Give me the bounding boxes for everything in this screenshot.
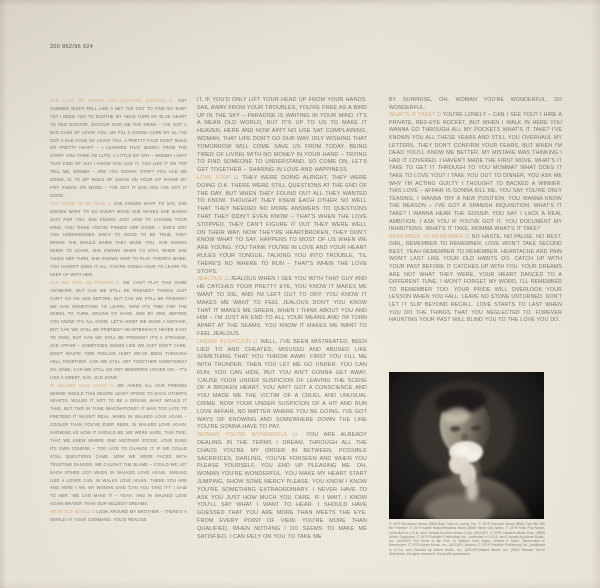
song-lyrics: □ WE CAN'T PLAY THIS GAME ANYMORE, BUT CAN WE STILL BE FRIENDS? THINGS JUST CAN'T GO ON LIKE BEFORE, BUT CAN WE STILL BE FRIENDS? WE HAD SOMETHING TO LEARN, NOW IT'S TIME FOR THE WHEEL TO TURN. GRAINS OF SAND, ONE BY ONE, BEFORE YOU KNOW IT'S ALL GONE. LET'S ADMIT WE MADE A MISTAKE, BUT CAN WE STILL BE FRIENDS? HEARTBREAK'S NEVER EASY TO TAKE, BUT CAN WE STILL BE FRIENDS? IT'S A STRANGE, SAD AFFAIR – SOMETIMES SEEMS LIKE WE JUST DON'T CARE. DON'T WASTE TIME FEELING HURT WE'VE BEEN THROUGH HELL TOGETHER. CAN WE STILL GET TOGETHER SOMETIMES? OH, BABE, CAN WE STILL GO ON? MEMORIES LINGER ON – IT'S LIKE A SWEET, SAD, OLD SONG. bbox=[50, 279, 187, 380]
song-title: IN WALKED LOVE AGAIN bbox=[50, 382, 110, 388]
song-section bbox=[389, 112, 562, 234]
song-section bbox=[389, 97, 562, 112]
song-title: CAN WE STILL BE FRIENDS bbox=[50, 279, 117, 285]
song-lyrics: □ YOU'RE LONELY – CAN I SEE YOU? I HIRE A PRIVATE, RED-EYE ROCKET, BUT WHEN I WALK IN HERE YOU WANNA GO THROUGH ALL MY POCKETS WHAT'S IT TAKE? I'VE KNOWN YOU ALL THESE YEARS AND STILL YOU OVERHAUL MY LETTERS. THEY DON'T CONFIRM YOUR FEARS, BUT WHEN I'M DEAD YOU'LL KNOW ME BETTER. MY MISTAKE WAS THINKING I HAD IT COVERED. I HAVEN'T MADE THE FIRST MOVE. WHAT'S IT TAKE TO GET IT THROUGH TO YOU MOMMA? WHAT DOES IT TAKE TO LOVE YOU? I TAKE YOU OUT TO DINNER, YOU ASK ME WHY I'M ACTING GUILTY I THOUGHT I'D BACKED A WINNER. THIS LOVE – AFFAIR IS GONNA KILL ME. YOU SAY YOU'RE ONLY TEASING, I WANNA TRY A NEW POSITION, YOU WANNA KNOW THE REASON – I'VE GOT A SPANISH INQUISITION. WHAT'S IT TAKE? I WANNA HEAR THE GOSSIP. YOU SAY I LACK A REAL AMBITION. I ASK YOU IF YOU'VE GOT IT, YOU DOCUMENT MY INHIBITIONS. WHAT'S IT TAKE, MOMMA WHAT'S IT TAKE? bbox=[389, 112, 563, 233]
song-section bbox=[50, 279, 187, 382]
song-lyrics: □ WELL, I'VE BEEN MISTREATED, BEEN LIED TO AND CHEATED, MISUSED AND ABUSED LIKE SOMETHING THAT YOU THROW AWAY. FIRST YOU FILL ME WITH THUNDER, THEN YOU LET ME GO UNDER. YOU CAN RUN, YOU CAN HIDE, BUT YOU AIN'T GONNA GET AWAY, 'CAUSE YOUR UNDER SUSPICION OF LEAVING THE SCENE OF A BROKEN HEART. YOU AIN'T GOT A CONSCIENCE AND YOU MADE ME THE VICTIM OF A CRUEL AND UNUSUAL CRIME. NOW YOUR UNDER SUSPICION OF A HIT AND RUN LOVE AFFAIR. NO MATTER WHERE YOU BE GOING, I'VE GOT WAYS OF KNOWING AND SOMEWHERE DOWN THE LINE YOU'RE GONNA HAVE TO PAY. bbox=[197, 338, 367, 431]
song-title: JEALOUS bbox=[197, 276, 225, 283]
shaving-portrait-photo bbox=[389, 372, 544, 519]
song-lyrics: □ JEALOUS WHEN I SEE YOU WITH THAT GUY AND HE CATCHES YOUR PRETTY EYE, YOU KNOW IT MAKES ME WANT TO DIE, AND I'M LEFT OUT TO DRY. YOU KNOW IT MAKES ME WANT TO FEEL JEALOUS DON'T YOU KNOW THAT IT MAKES ME GREEN, WHEN I THINK ABOUT YOU AND HIM – I'M JUST AN END TO ALL YOUR MEANS AND I'M TORN APART AT THE SEAMS. YOU KNOW IT MAKES ME WANT TO FEEL JEALOUS. bbox=[197, 276, 367, 337]
song-lyrics: □ LOOK AROUND MY BROTHER – THERE'S A WORLD AT YOUR COMMAND. YOU'D REALISE bbox=[50, 509, 187, 523]
song-section bbox=[50, 382, 187, 509]
song-title: UNDER SUSPICION bbox=[197, 338, 254, 345]
song-section bbox=[197, 276, 367, 338]
song-title: WOMAN YOU'RE WONDERFUL bbox=[197, 432, 294, 439]
song-lyrics: BY SURPRISE, OH, WOMAN YOU'RE WONDERFUL, SO WONDERFUL. bbox=[389, 97, 562, 111]
song-lyrics: □ YOU ARE ALREADY DEALING IN THE TERMS I DREAM. THROUGH ALL THE CHAOS YOU'RE MY ORDER IN BETWEEN. POSSIBLE SACRIFICES, DARLING, YOU'VE FORSEEN AND WHEN YOU PLEASE YOURSELF, YOU END UP PLEASING ME. OH, WOMAN YOU'RE WONDERFUL. YOU MAKE MY HEART START JUMPING, SHOW SOME MERCY PLEASE. YOU KNOW I KNOW YOU'RE SOMETHING EXTRAORDINARY. I NEVER HAVE TO ASK YOU JUST HOW MUCH YOU CARE. IF I WAIT, I KNOW YOU'LL SAY WHAT I WANT TO HEAR. I SHOULD HAVE GUESSED THAT YOU ARE MORE THAN MEETS THE EYE. FROM EVERY POINT OF VIEW, YOU'RE MORE THAN QUALIFIED. WHEN NOTHING I DO SEEMS TO MAKE ME SATISFIED, I CAN RELY ON YOU TO TAKE ME bbox=[197, 432, 367, 540]
song-title: WHAT'S IT TAKE? bbox=[389, 112, 438, 119]
song-title: BAD CASE OF LOVING YOU (DOCTOR, DOCTOR) bbox=[50, 98, 170, 103]
publishing-credits: © 1979 Rockslam Music (BMI) Bad Case of Loving You. © 1979 Earmark Music (BMI) Can We Still Be Friends? © 1979 Island Music/Restless Music (BMI) Mean Old World. © 1979 Rock Pop Music, controlled in U.S.A. and Canada by Almo Music Corp. (ASCAP). © 1979 Cambria Music Corp. (BMI) Under Suspicion. © 1979 Possible Publishing Ltd., controlled in U.S.A. and Canada by Ackee Music, Inc. (ASCAP) Too Good to Be True, In Walked Love Again, What's It Take?, Remember to Remember. © 1979 Ackee Music, Inc. (ASCAP) Jealous. © 1979 Possible Publishing Ltd., published in U.S.A. and Canada by Ackee Music, Inc. (ASCAP)/Island Music, Inc. (BMI) Woman You're Wonderful. All rights reserved. Used with permission. bbox=[389, 522, 545, 557]
song-lyrics: □ HOT SUMMER NIGHT FELL LIKE A NET I'VE GOT TO FIND MY BABY YET I NEED YOU TO SOOTHE MY HEAD TURN MY BLUE HEART TO RED DOCTOR, DOCTOR GIVE ME THE NEWS – I'VE GOT A BAD CASE OF LOVIN' YOU. NO PILL'S GONNA CURE MY ILL I'VE GOT A BAD CASE OF LOVIN' YOU. A PRETTY FACE DON'T MAKE NO PRETTY HEART – I LEARNED THAT, BUDDY, FROM THE START. YOU THINK I'M CUTE, A LITTLE BIT SHY – MOMMA I AIN'T THAT KIND OF GUY I KNOW YOU LIKE IT, YOU LIKE IT ON TOP TELL ME, MOMMA – ARE YOU GONNA' STOP? YOU HAD ME DOWN, 21 TO ZIP SMILE OF JUDAS ON YOUR LIP SHAKE MY FIST KNOCK ON WOOD – I'VE GOT IT BAD AND I'VE GOT IT GOOD. bbox=[50, 98, 188, 198]
song-lyrics: □ SHE KNOWS WHAT TO SAY, SHE KNOWS WHAT TO DO EVERY MOVE SHE MAKES SHE MAKES JUST FOR YOU. SHE KNOWS JUST HOW TO CHANGE YOUR MIND, YOU THINK YOU'VE PINNED HER DOWN – SHE'S GOT YOU UNDERSIGNED SHE'S TO GOOD TO BE TRUE, THEY BROKE THE MOULD WHEN THEY MADE YOU. SHE KNOWS WHEN TO LEAVE, SHE KNOWS WHEN TO STAY, WHEN SHE TAKES HER TURN, SHE KNOWS HOW TO PLAY. THERE'S MORE, YOU HAVEN'T SEEN IT ALL. YOU'RE GONNA HAVE TO LEARN TO KEEP UP WITH HER. bbox=[50, 200, 187, 277]
song-lyrics: IT, IF YOU'D ONLY LIFT YOUR HEAD UP FROM YOUR HANDS. SAIL AWAY FROM YOUR TROUBLES, YOU'RE FREE AS A BIRD UP IN THE SKY – PARADISE IS WAITING IN YOUR MIND. IT'S A MEAN OLD WORLD, BUT IT'S UP TO US TO MAKE IT HEAVEN, HERE AND NOW AIN'T NO USE SAT COMPLAINING, WOMAN, THAT LIFE DON'T GO OUR WAY. IDLY WISHING THAT TOMORROW WILL COME SAVE US FROM TODAY. BEING TIRED OF LIVING WITH NO MONEY IN YOUR HAND – TRYING TO FIND SOMEONE TO UNDERSTAND. SO COME ON, LET'S GET TOGETHER – SHARING IN LOVE AND HAPPINESS. bbox=[197, 97, 367, 174]
song-section bbox=[50, 200, 187, 279]
lyrics-column-1 bbox=[50, 97, 187, 524]
song-lyrics: □ WE ASKED ALL OUR FRIENDS WHERE WOULD THIS DESIRE LEAD? SPOKE TO EACH OTHER'S HEARTS, WILLED IT NOT TO BE A DREAM, WHAT WOULD IT TAKE, BUT TWO IN TUNE IMAGINATIONS? IT WAS TOO LATE TO PRETEND IT WASN'T REAL. WHEN IN WALKED LOVE AGAIN – COOLER THAN YOU'VE EVER SEEN, IN WALKED LOVE AGAIN, SHOWING US HOW IT SHOULD BE. WE WERE SURE, THIS TIME, THAT WE KNEW WHERE ONE ANOTHER STOOD. LOVE RUNS ITS OWN COURSE – TOO LATE TO CHANGE IT. IF WE COULD STILL QUESTIONS CAME. NOW WE WERE FACED WITH TRUSTING DANGER. WE CAUGHT THE BLAME – COULD WE LET EACH OTHER GO? WHEN IN WALKED LOVE AGAIN, SMILING LIKE A LOVER CAN, IN WALKS LOVE AGAIN, THERE YOU ARE AND HERE I AM. MY WOMAN SAID 'CAN YOU TAKE IT?' I SAID TO HER, 'WE CAN MAKE IT – YEAH.' AND IN WALKED LOVE AGAIN BRAVER THAN OUR WILDEST DREAMS. bbox=[50, 382, 187, 507]
song-section bbox=[197, 97, 367, 175]
song-section bbox=[50, 508, 187, 524]
song-title: TOO GOOD TO BE TRUE bbox=[50, 200, 108, 206]
shaving-portrait-illustration bbox=[389, 372, 544, 519]
song-section bbox=[197, 175, 367, 276]
lyrics-column-2 bbox=[197, 97, 367, 541]
song-section bbox=[50, 97, 187, 200]
song-title: MEAN OLD WORLD bbox=[50, 509, 93, 515]
song-section bbox=[197, 432, 367, 541]
song-lyrics: □ NO HASTE, NO PAUSE, NO REST, GIRL, REMEMBER TO REMEMBER. LOVE WON'T TAKE SECOND BEST. YEAH REMEMBER TO REMEMBER. HEARTACHE AND PAIN WON'T LAST LIKE YOUR OLD HABITS DO. CATCH UP WITH YOUR PAST BEFORE IT CATCHES UP WITH YOU. YOUR DREAMS ARE NOT WHAT THEY WERE, YOUR HEART DANCED TO A DIFFERENT TUNE. I WON'T FORGET MY WORD, I'LL REMEMBER TO REMEMBER TOO. YOUR PRIDE WILL OVERLOOK YOUR LESSON WHEN YOU FALL. LEAVE NO STONE UNTURNED, DON'T LET IT SLIP BEYOND RECALL. LOVE STARTS TO LAST WHEN YOU DO THE THINGS THAT YOU NEGLECTED TO. FOREVER HAUNTING YOUR PAST WILL BLIND YOU TO THE LOVE YOU DO. bbox=[389, 233, 563, 324]
lyrics-column-3 bbox=[389, 97, 562, 325]
song-lyrics: □ THEY WERE DOING ALRIGHT, THEY WERE DOING O.K. THERE WERE STILL QUESTIONS AT THE END OF THE DAY, BUT WHEN THEY FOUND OUT ALL THEY WANTED TO KNOW. THOUGHT THEY KNEW EACH OTHER SO WELL THAT THEY NEEDED NO MORE ANSWERS TO QUESTIONS THAT THEY DIDN'T EVEN KNOW – THAT'S WHEN THE LOVE STOPPED. THEY CAN'T FIGURE IT OUT THEY WERE WELL ON THEIR WAY, NOW THEY'RE HEARTBROKEN, THEY DON'T KNOW WHAT TO SAY. HAPPENS TO MOST OF US WHEN WE ARE YOUNG. YOU THINK YOU'RE IN LOVE AND YOUR HEART RULES YOUR TONGUE, TALKING YOU INTO TROUBLE, 'TIL THERE'S NO WHERE TO RUN – THAT'S WHEN THE LOVE STOPS. bbox=[197, 174, 367, 275]
song-title: REMEMBER TO REMEMBER bbox=[389, 233, 466, 240]
song-title: LOVE STOP bbox=[197, 174, 235, 181]
catalog-number: 200 862/96 924 bbox=[50, 44, 94, 50]
song-section bbox=[197, 339, 367, 433]
song-section bbox=[389, 234, 562, 325]
